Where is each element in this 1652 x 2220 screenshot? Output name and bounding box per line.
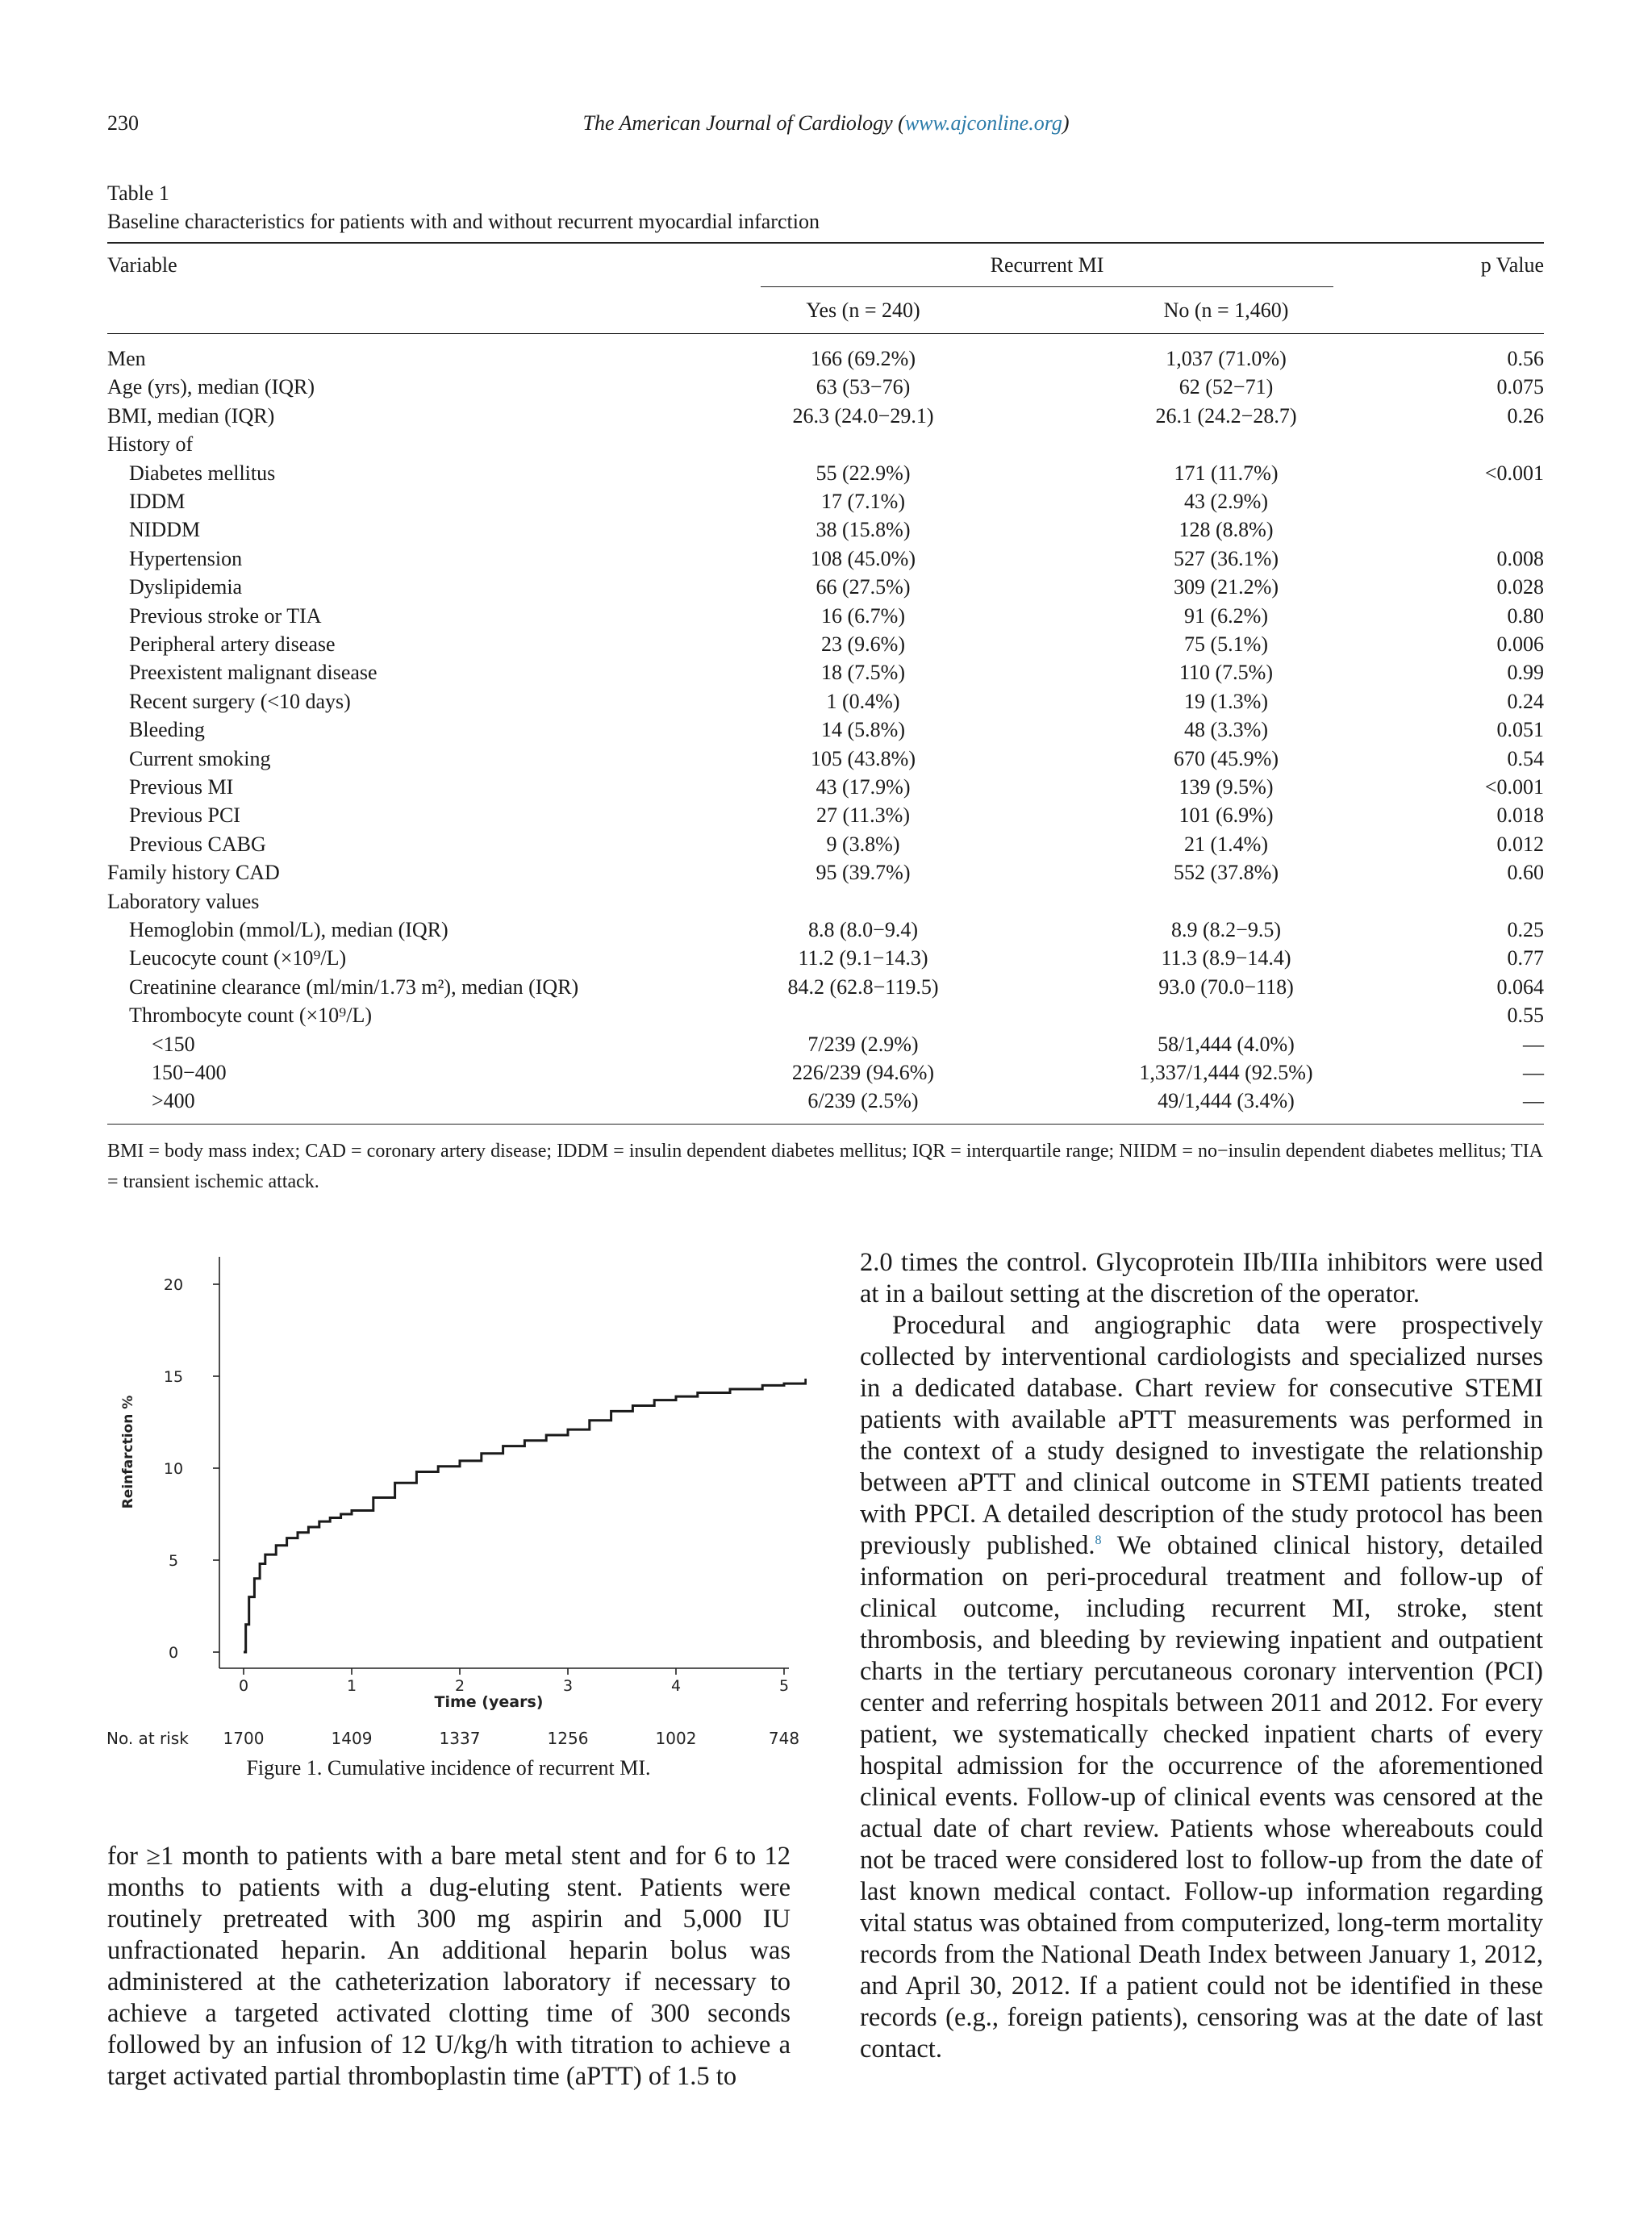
row-no-value: 26.1 (24.2−28.7) (1155, 403, 1297, 428)
chart-axes (219, 1257, 789, 1668)
row-yes-value: 43 (17.9%) (816, 775, 911, 799)
row-label: Hypertension (129, 546, 243, 570)
x-tick-label: 2 (454, 1677, 465, 1695)
row-no-value: 171 (11.7%) (1174, 461, 1279, 485)
row-p-value: — (1523, 1061, 1544, 1084)
row-yes-value: 26.3 (24.0−29.1) (792, 403, 934, 428)
row-no-value: 43 (2.9%) (1184, 490, 1268, 513)
row-p-value: 0.051 (1496, 718, 1544, 742)
row-no-value: 552 (37.8%) (1174, 861, 1279, 885)
table-top-rule (107, 242, 1544, 244)
col-header-no: No (n = 1,460) (1163, 298, 1289, 322)
header-bottom-rule (107, 333, 1544, 334)
row-no-value: 48 (3.3%) (1184, 718, 1268, 742)
row-yes-value: 105 (43.8%) (811, 746, 916, 770)
risk-value: 748 (768, 1729, 800, 1748)
row-no-value: 93.0 (70.0−118) (1158, 974, 1294, 999)
row-label: Peripheral artery disease (129, 632, 336, 656)
row-no-value: 128 (8.8%) (1179, 518, 1274, 542)
x-tick-label: 4 (670, 1677, 682, 1695)
x-tick-label: 1 (346, 1677, 357, 1695)
row-p-value: 0.064 (1496, 974, 1544, 999)
row-label: Family history CAD (107, 861, 280, 885)
row-yes-value: 1 (0.4%) (826, 689, 900, 713)
row-no-value: 62 (52−71) (1179, 375, 1274, 399)
risk-value: 1337 (439, 1729, 481, 1748)
right-col-paragraph-1: 2.0 times the control. Glycoprotein IIb/IIIa inhibitors were used at in a bailout setting at the discretion of the operator. (860, 1248, 1543, 1308)
row-yes-value: 11.2 (9.1−14.3) (798, 946, 928, 970)
row-p-value: 0.54 (1507, 746, 1544, 770)
risk-label: No. at risk (106, 1729, 189, 1748)
row-label: Thrombocyte count (×10⁹/L) (129, 1004, 372, 1028)
row-label: Age (yrs), median (IQR) (107, 375, 315, 399)
table-label: Table 1 (107, 182, 169, 205)
row-p-value: <0.001 (1484, 461, 1544, 485)
row-yes-value: 27 (11.3%) (816, 803, 910, 828)
table-footnote: BMI = body mass index; CAD = coronary artery disease; IDDM = insulin dependent diabetes mellitus; IQR = interquartile range; NIIDM = no−insulin dependent diabetes mellitus; TIA = transient ischemic attack. (107, 1141, 1543, 1192)
chart-y-label: Reinfarction % (120, 1395, 136, 1509)
row-p-value: 0.008 (1496, 546, 1544, 570)
row-no-value: 49/1,444 (3.4%) (1158, 1089, 1295, 1113)
y-tick-label: 15 (163, 1368, 184, 1386)
risk-value: 1256 (547, 1729, 589, 1748)
row-label: Laboratory values (107, 889, 260, 913)
col-header-p-value: p Value (1480, 253, 1544, 277)
row-no-value: 75 (5.1%) (1184, 632, 1268, 656)
row-yes-value: 17 (7.1%) (821, 490, 905, 513)
group-rule (761, 286, 1333, 287)
row-yes-value: 16 (6.7%) (821, 603, 905, 628)
col-header-variable: Variable (107, 253, 177, 277)
chart-x-label: Time (years) (434, 1693, 544, 1711)
row-yes-value: 55 (22.9%) (816, 461, 911, 485)
row-yes-value: 7/239 (2.9%) (807, 1032, 919, 1056)
risk-value: 1409 (331, 1729, 373, 1748)
row-no-value: 91 (6.2%) (1184, 603, 1268, 628)
row-yes-value: 9 (3.8%) (826, 832, 900, 856)
row-no-value: 58/1,444 (4.0%) (1158, 1032, 1295, 1056)
row-label: Hemoglobin (mmol/L), median (IQR) (129, 918, 448, 941)
row-p-value: 0.99 (1507, 661, 1544, 685)
row-no-value: 8.9 (8.2−9.5) (1171, 918, 1281, 941)
row-label: Previous MI (129, 775, 234, 799)
x-tick-label: 5 (778, 1677, 790, 1695)
x-tick-label: 3 (562, 1677, 574, 1695)
chart-ticks (164, 1276, 789, 1695)
row-label: Previous stroke or TIA (129, 603, 322, 628)
row-label: Dyslipidemia (129, 575, 243, 599)
row-p-value: 0.60 (1507, 861, 1544, 885)
row-p-value: 0.55 (1507, 1004, 1544, 1028)
y-tick-label: 10 (163, 1460, 184, 1478)
km-curve (244, 1380, 807, 1652)
row-no-value: 21 (1.4%) (1184, 832, 1268, 856)
row-label: Previous PCI (129, 803, 240, 828)
row-no-value: 101 (6.9%) (1179, 803, 1274, 828)
row-p-value: 0.012 (1496, 832, 1544, 856)
row-p-value: 0.006 (1496, 632, 1544, 656)
page-number: 230 (107, 111, 139, 135)
row-yes-value: 166 (69.2%) (811, 347, 916, 370)
row-label: Preexistent malignant disease (129, 661, 378, 685)
row-yes-value: 226/239 (94.6%) (791, 1061, 935, 1084)
figure-caption: Figure 1. Cumulative incidence of recurrent MI. (246, 1756, 651, 1780)
row-label: Bleeding (129, 718, 205, 742)
row-yes-value: 66 (27.5%) (816, 575, 911, 599)
row-yes-value: 18 (7.5%) (821, 661, 905, 685)
row-p-value: 0.77 (1507, 946, 1544, 970)
right-col-text-b: We obtained clinical history, detailed information on peri-procedural treatment and follow-up of clinical outcome, including recurrent MI, stroke, stent thrombosis, and bleeding by reviewing inpatient and outpatient charts in the tertiary percutaneous coronary intervention (PCI) center and referring hospitals between 2011 and 2012. For every patient, we systematically checked inpatient charts of every hospital admission for the occurrence of the aforementioned clinical events. Follow-up of clinical events was censored at the actual date of chart review. Patients whose whereabouts could not be traced were considered lost to follow-up from the date of last known medical contact. Follow-up information regarding vital status was obtained from computerized, long-term mortality records from the National Death Index between January 1, 2012, and April 30, 2012. If a patient could not be identified in these records (e.g., foreign patients), censoring was at the date of last contact. (860, 1531, 1544, 2064)
row-yes-value: 8.8 (8.0−9.4) (808, 918, 918, 941)
row-p-value: 0.018 (1496, 803, 1544, 828)
figure-chart (105, 1242, 807, 1759)
table-caption: Baseline characteristics for patients with and without recurrent myocardial infarction (107, 210, 820, 233)
reference-8-link[interactable]: 8 (1095, 1534, 1102, 1548)
risk-values (223, 1729, 800, 1748)
row-p-value: 0.25 (1507, 918, 1544, 941)
row-label: Men (107, 347, 146, 370)
row-no-value: 1,037 (71.0%) (1166, 347, 1287, 370)
row-p-value: 0.24 (1507, 689, 1544, 713)
row-p-value: <0.001 (1484, 775, 1544, 799)
left-col-paragraph: for ≥1 month to patients with a bare metal stent and for 6 to 12 months to patients with a dug-eluting stent. Patients were routinely pretreated with 300 mg aspirin and 5,000 IU unfractionated heparin. An additional heparin bolus was administered at the catheterization laboratory if necessary to achieve a targeted activated clotting time of 300 seconds followed by an infusion of 12 U/kg/h with titration to achieve a target activated partial thromboplastin time (aPTT) of 1.5 to (107, 1842, 791, 2091)
row-label: Leucocyte count (×10⁹/L) (129, 946, 347, 970)
col-header-yes: Yes (n = 240) (806, 298, 920, 322)
row-no-value: 139 (9.5%) (1179, 775, 1274, 799)
journal-title-close: ) (1062, 111, 1070, 135)
x-tick-label: 0 (238, 1677, 249, 1695)
risk-value: 1700 (223, 1729, 265, 1748)
row-p-value: 0.56 (1507, 347, 1544, 370)
right-col-text-a: Procedural and angiographic data were prospectively collected by interventional cardiologists and specialized nurses in a dedicated database. Chart review for consecutive STEMI patients with available aPTT measurements was performed in the context of a study designed to investigate the relationship between aPTT and clinical outcome in STEMI patients treated with PPCI. A detailed description of the study protocol has been previously published. (860, 1311, 1543, 1560)
row-no-value: 527 (36.1%) (1174, 546, 1279, 570)
row-yes-value: 23 (9.6%) (821, 632, 905, 656)
y-tick-label: 20 (163, 1276, 184, 1294)
row-label: Previous CABG (129, 832, 266, 856)
row-label: Recent surgery (<10 days) (129, 689, 351, 713)
journal-url-link[interactable]: www.ajconline.org (904, 111, 1062, 135)
row-p-value: 0.26 (1507, 403, 1544, 428)
y-tick-label: 0 (168, 1644, 179, 1662)
row-p-value: — (1523, 1089, 1544, 1113)
row-p-value: — (1523, 1032, 1544, 1056)
row-label: Creatinine clearance (ml/min/1.73 m²), median (IQR) (129, 974, 579, 999)
row-yes-value: 6/239 (2.5%) (807, 1089, 919, 1113)
row-p-value: 0.80 (1507, 603, 1544, 628)
row-yes-value: 63 (53−76) (816, 375, 911, 399)
row-no-value: 11.3 (8.9−14.4) (1161, 946, 1291, 970)
row-label: Current smoking (129, 746, 271, 770)
row-label: NIDDM (129, 518, 201, 542)
row-label: <150 (152, 1032, 195, 1056)
row-label: 150−400 (152, 1061, 227, 1084)
body-left-column (107, 1841, 791, 2093)
right-col-paragraph-2 (860, 1310, 1543, 2065)
body-right-column (860, 1247, 1543, 2065)
row-no-value: 19 (1.3%) (1184, 689, 1268, 713)
running-head (0, 111, 1652, 136)
row-label: >400 (152, 1089, 195, 1113)
row-yes-value: 108 (45.0%) (811, 546, 916, 570)
row-label: History of (107, 432, 194, 457)
row-label: IDDM (129, 490, 186, 513)
row-no-value: 1,337/1,444 (92.5%) (1139, 1061, 1313, 1084)
row-label: BMI, median (IQR) (107, 403, 275, 428)
row-no-value: 670 (45.9%) (1174, 746, 1279, 770)
col-header-recurrent-mi: Recurrent MI (990, 253, 1104, 277)
row-no-value: 110 (7.5%) (1179, 661, 1273, 685)
row-no-value: 309 (21.2%) (1174, 575, 1279, 599)
row-yes-value: 14 (5.8%) (821, 718, 905, 742)
row-yes-value: 84.2 (62.8−119.5) (787, 974, 939, 999)
row-p-value: 0.028 (1496, 575, 1544, 599)
row-label: Diabetes mellitus (129, 461, 276, 485)
journal-title: The American Journal of Cardiology ( (582, 111, 905, 135)
row-yes-value: 38 (15.8%) (816, 518, 911, 542)
table-bottom-rule (107, 1124, 1544, 1125)
risk-value: 1002 (655, 1729, 697, 1748)
y-tick-label: 5 (168, 1552, 179, 1570)
row-yes-value: 95 (39.7%) (816, 861, 911, 885)
row-p-value: 0.075 (1496, 375, 1544, 399)
